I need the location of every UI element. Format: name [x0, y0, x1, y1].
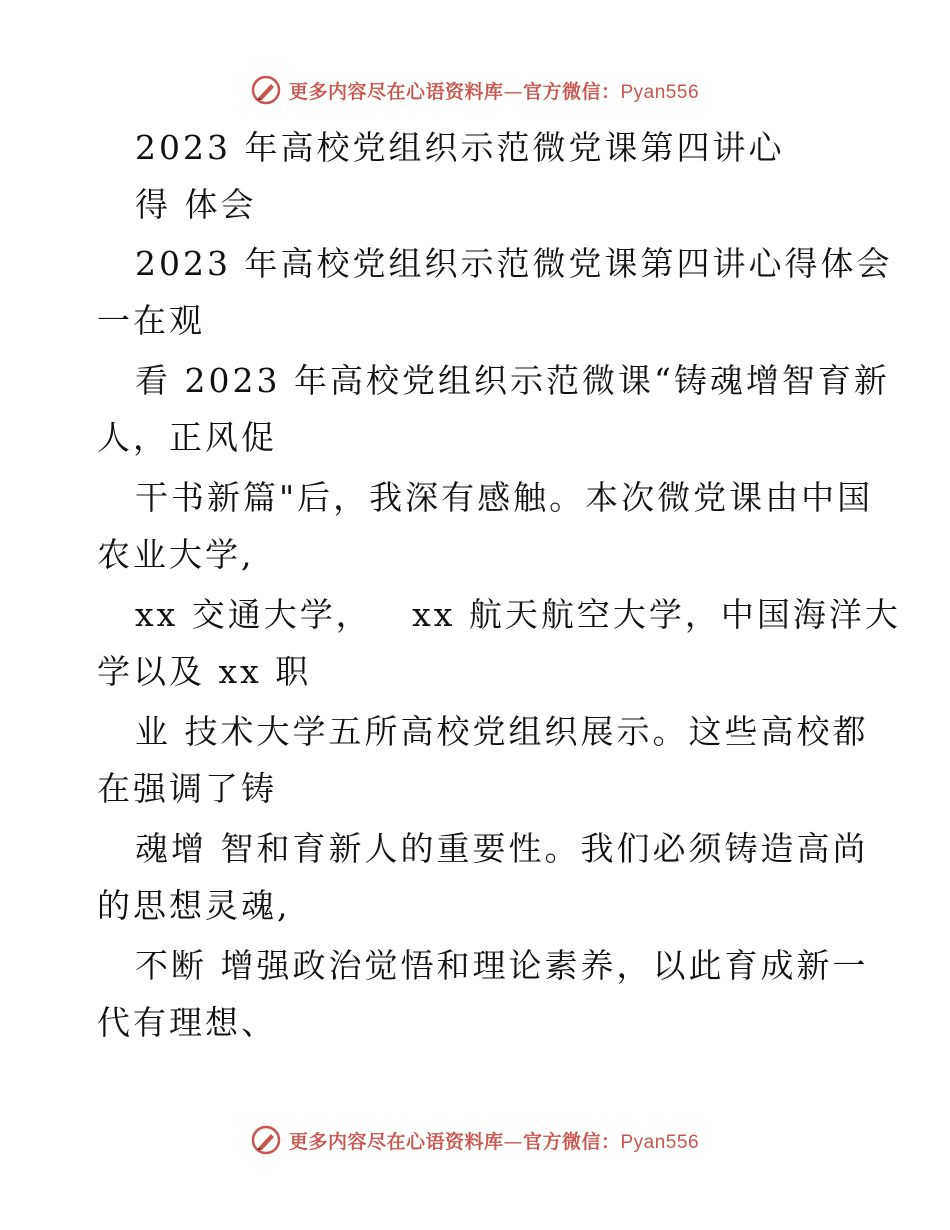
paragraph-line: 2023 年高校党组织示范微党课第四讲心得体会 [135, 244, 893, 283]
footer-watermark-banner [0, 1120, 950, 1160]
paragraph-line: 魂增 智和育新人的重要性。我们必须铸造高尚 [135, 829, 869, 868]
paragraph-line: 农业大学, [97, 535, 255, 574]
banner-contact-id: Pyan556 [620, 1131, 700, 1153]
banner-site-text: 更多内容尽在心语资料库 [288, 80, 504, 103]
paragraph-line: 看 2023 年高校党组织示范微课“铸魂增智育新 [135, 361, 890, 400]
header-watermark-banner [0, 70, 950, 110]
paragraph-line: 在强调了铸 [97, 769, 277, 808]
paragraph-line: xx 交通大学， xx 航天航空大学，中国海洋大 [135, 595, 901, 634]
banner-contact-label: 官方微信： [522, 80, 621, 103]
banner-text [289, 1127, 699, 1154]
banner-separator: — [503, 80, 523, 103]
paragraph-line: 不断 增强政治觉悟和理论素养，以此育成新一 [135, 946, 869, 985]
paragraph-line: 学以及 xx 职 [97, 652, 312, 691]
banner-contact-id: Pyan556 [620, 81, 700, 103]
paragraph-line: 业 技术大学五所高校党组织展示。这些高校都 [135, 712, 869, 751]
document-title-line-2: 得 体会 [135, 185, 257, 224]
banner-contact-label: 官方微信： [522, 1130, 621, 1153]
pen-logo-icon [251, 1125, 281, 1155]
document-title-line-1: 2023 年高校党组织示范微党课第四讲心 [135, 128, 785, 167]
banner-separator: — [503, 1130, 523, 1153]
paragraph-line: 一在观 [97, 301, 205, 340]
pen-logo-icon [251, 75, 281, 105]
banner-text [289, 77, 699, 104]
paragraph-line: 代有理想、 [97, 1003, 277, 1042]
paragraph-line: 干书新篇"后，我深有感触。本次微党课由中国 [135, 478, 874, 517]
paragraph-line: 人，正风促 [97, 418, 277, 457]
paragraph-line: 的思想灵魂, [97, 886, 291, 925]
banner-site-text: 更多内容尽在心语资料库 [288, 1130, 504, 1153]
